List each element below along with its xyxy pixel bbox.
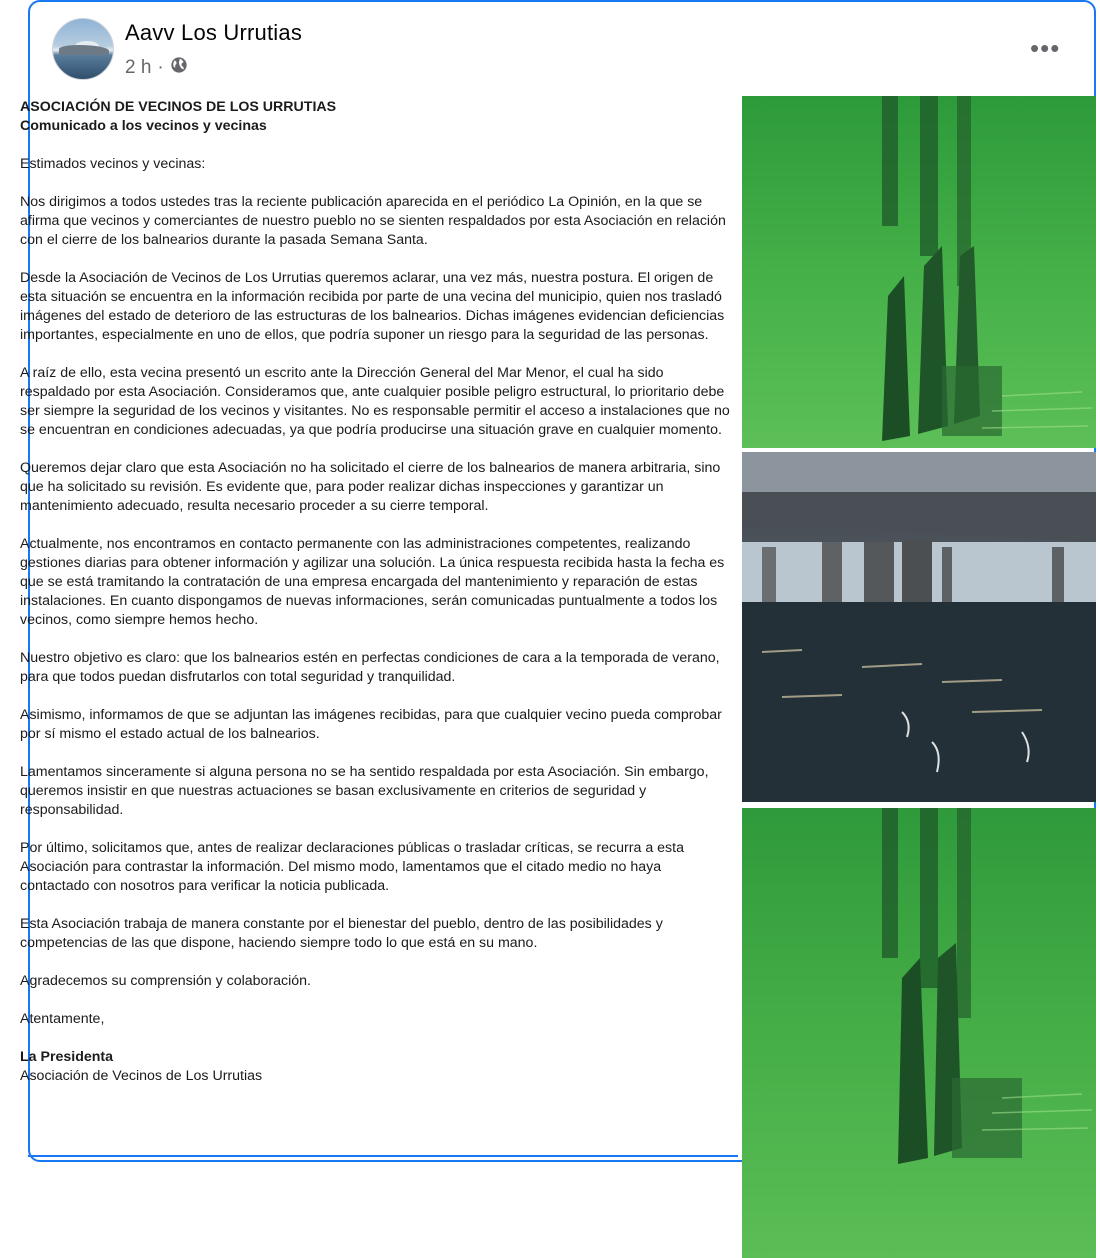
- page-name-link[interactable]: Aavv Los Urrutias: [125, 20, 303, 45]
- letter-paragraph: Lamentamos sinceramente si alguna persona no se ha sentido respaldada por esta Asociación. Sin embargo, queremos insistir en que nuestras actuaciones se basan exclusivamente en criterios de seguridad y responsabilidad.: [20, 764, 709, 818]
- letter-subject: Comunicado a los vecinos y vecinas: [20, 118, 267, 134]
- letter-paragraph: Desde la Asociación de Vecinos de Los Urrutias queremos aclarar, una vez más, nuestra postura. El origen de esta situación se encuentra en la información recibida por parte de una vecina del municipio, quien nos trasladó imágenes del estado de deterioro de las estructuras de los balnearios. Dichas imágenes evidencian deficiencias importantes, especialmente en uno de ellos, que podría suponer un riesgo para la seguridad de las personas.: [20, 270, 725, 343]
- letter-paragraph: Asimismo, informamos de que se adjuntan las imágenes recibidas, para que cualquier vecino pueda comprobar por sí mismo el estado actual de los balnearios.: [20, 707, 722, 742]
- underwater-pillars-photo-1[interactable]: [742, 96, 1096, 448]
- more-options-icon[interactable]: •••: [1030, 33, 1061, 63]
- page-avatar[interactable]: [52, 18, 114, 80]
- letter-image[interactable]: [20, 98, 732, 1086]
- letter-paragraph: Queremos dejar claro que esta Asociación no ha solicitado el cierre de los balnearios de manera arbitraria, sino que ha solicitado su revisión. Es evidente que, para poder realizar dichas inspecciones y garantizar un mantenimiento adecuado, resulta necesario proceder a su cierre temporal.: [20, 460, 721, 514]
- signer-title: La Presidenta: [20, 1049, 114, 1065]
- letter-org-title: ASOCIACIÓN DE VECINOS DE LOS URRUTIAS: [20, 99, 337, 115]
- pier-underside-photo[interactable]: [742, 452, 1096, 802]
- letter-paragraph: Nuestro objetivo es claro: que los balnearios estén en perfectas condiciones de cara a la temporada de verano, para que todos puedan disfrutarlos con total seguridad y tranquilidad.: [20, 650, 720, 685]
- letter-paragraph: Agradecemos su comprensión y colaboración.: [20, 973, 311, 989]
- letter-paragraph: Por último, solicitamos que, antes de realizar declaraciones públicas o trasladar críticas, se recurra a esta Asociación para contrastar la información. Del mismo modo, lamentamos que el citado medio no haya contactado con nosotros para verificar la noticia publicada.: [20, 840, 684, 894]
- post-meta: [125, 56, 188, 80]
- letter-greeting: Estimados vecinos y vecinas:: [20, 156, 206, 172]
- letter-closing: Atentamente,: [20, 1011, 105, 1027]
- post-timestamp[interactable]: 2 h: [125, 57, 152, 78]
- letter-paragraph: Actualmente, nos encontramos en contacto permanente con las administraciones competentes, realizando gestiones diarias para obtener información y agilizar una solución. La única respuesta recibida hasta la fecha es que se está tramitando la contratación de una empresa encargada del mantenimiento y reparación de estas instalaciones. En cuanto dispongamos de nuevas informaciones, serán comunicadas puntualmente a todos los vecinos, como siempre hemos hecho.: [20, 536, 725, 628]
- signer-org: Asociación de Vecinos de Los Urrutias: [20, 1068, 263, 1084]
- card-bottom-border: [28, 1155, 738, 1157]
- underwater-pillars-photo-2[interactable]: [742, 808, 1096, 1258]
- letter-paragraph: A raíz de ello, esta vecina presentó un escrito ante la Dirección General del Mar Menor, el cual ha sido respaldado por esta Asociación. Consideramos que, ante cualquier posible peligro estructural, lo prioritario debe ser siempre la seguridad de los vecinos y visitantes. No es responsable permitir el acceso a instalaciones que no se encuentran en condiciones adecuadas, ya que podría producirse una situación grave en cualquier momento.: [20, 365, 730, 438]
- letter-paragraph: Esta Asociación trabaja de manera constante por el bienestar del pueblo, dentro de las posibilidades y competencias de las que dispone, haciendo siempre todo lo que está en su mano.: [20, 916, 663, 951]
- globe-icon[interactable]: [170, 56, 188, 80]
- letter-paragraph: Nos dirigimos a todos ustedes tras la reciente publicación aparecida en el periódico La Opinión, en la que se afirma que vecinos y comerciantes de nuestro pueblo no se sienten respaldados por esta Asociación en relación con el cierre de los balnearios durante la pasada Semana Santa.: [20, 194, 726, 248]
- meta-separator: ·: [157, 57, 164, 78]
